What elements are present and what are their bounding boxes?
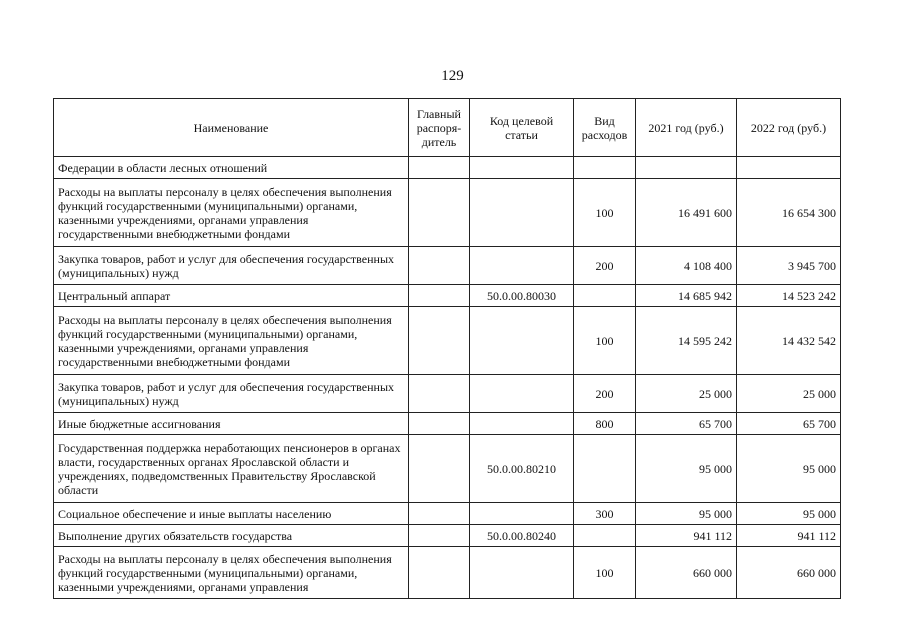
cell-code: 50.0.00.80030 — [470, 285, 574, 307]
cell-type — [574, 157, 636, 179]
table-row — [54, 375, 841, 413]
cell-code — [470, 547, 574, 599]
cell-code — [470, 375, 574, 413]
cell-type: 800 — [574, 413, 636, 435]
table-row — [54, 179, 841, 247]
budget-table — [53, 98, 841, 599]
header-code: Код целевой статьи — [470, 99, 574, 157]
header-type: Вид расходов — [574, 99, 636, 157]
header-row — [54, 99, 841, 157]
header-2022: 2022 год (руб.) — [737, 99, 841, 157]
cell-type: 300 — [574, 503, 636, 525]
cell-type: 200 — [574, 375, 636, 413]
cell-name: Закупка товаров, работ и услуг для обеспечения государственных (муниципальных) нужд — [54, 247, 409, 285]
cell-y2022: 25 000 — [737, 375, 841, 413]
cell-type — [574, 285, 636, 307]
cell-name: Выполнение других обязательств государства — [54, 525, 409, 547]
cell-y2021: 16 491 600 — [636, 179, 737, 247]
cell-type: 200 — [574, 247, 636, 285]
cell-name: Иные бюджетные ассигнования — [54, 413, 409, 435]
cell-code — [470, 413, 574, 435]
header-manager: Главный распоря-дитель — [409, 99, 470, 157]
cell-y2022: 95 000 — [737, 435, 841, 503]
cell-code — [470, 179, 574, 247]
cell-manager — [409, 413, 470, 435]
table-row — [54, 285, 841, 307]
cell-type: 100 — [574, 179, 636, 247]
cell-y2022: 95 000 — [737, 503, 841, 525]
table-row — [54, 157, 841, 179]
cell-code — [470, 157, 574, 179]
cell-manager — [409, 547, 470, 599]
cell-name: Центральный аппарат — [54, 285, 409, 307]
cell-y2022: 65 700 — [737, 413, 841, 435]
cell-code — [470, 503, 574, 525]
cell-code: 50.0.00.80210 — [470, 435, 574, 503]
cell-y2021: 95 000 — [636, 435, 737, 503]
table-body — [54, 157, 841, 599]
cell-name: Расходы на выплаты персоналу в целях обеспечения выполнения функций государственными (муниципальными) органами, казенными учреждениями, органами управления государственными внебюджетными фондами — [54, 179, 409, 247]
cell-y2021: 14 595 242 — [636, 307, 737, 375]
cell-type: 100 — [574, 307, 636, 375]
cell-name: Государственная поддержка неработающих пенсионеров в органах власти, государственных органах Ярославской области и учреждениях, подведомственных Правительству Ярославской области — [54, 435, 409, 503]
cell-y2021: 941 112 — [636, 525, 737, 547]
header-2021: 2021 год (руб.) — [636, 99, 737, 157]
cell-type: 100 — [574, 547, 636, 599]
cell-manager — [409, 375, 470, 413]
table-row — [54, 307, 841, 375]
cell-type — [574, 525, 636, 547]
cell-name: Закупка товаров, работ и услуг для обеспечения государственных (муниципальных) нужд — [54, 375, 409, 413]
cell-y2021: 4 108 400 — [636, 247, 737, 285]
cell-type — [574, 435, 636, 503]
cell-code — [470, 247, 574, 285]
table-row — [54, 547, 841, 599]
cell-manager — [409, 307, 470, 375]
cell-name: Расходы на выплаты персоналу в целях обеспечения выполнения функций государственными (муниципальными) органами, казенными учреждениями, органами управления государственными внебюджетными фондами — [54, 307, 409, 375]
cell-name: Социальное обеспечение и иные выплаты населению — [54, 503, 409, 525]
cell-manager — [409, 525, 470, 547]
cell-y2022: 14 523 242 — [737, 285, 841, 307]
cell-y2021: 65 700 — [636, 413, 737, 435]
header-name: Наименование — [54, 99, 409, 157]
cell-manager — [409, 179, 470, 247]
table-row — [54, 525, 841, 547]
cell-y2021 — [636, 157, 737, 179]
table-row — [54, 247, 841, 285]
page-number: 129 — [441, 68, 464, 84]
cell-name: Расходы на выплаты персоналу в целях обеспечения выполнения функций государственными (муниципальными) органами, казенными учреждениями, органами управления — [54, 547, 409, 599]
table-row — [54, 413, 841, 435]
cell-manager — [409, 435, 470, 503]
cell-manager — [409, 247, 470, 285]
cell-y2022 — [737, 157, 841, 179]
cell-y2022: 16 654 300 — [737, 179, 841, 247]
cell-y2022: 3 945 700 — [737, 247, 841, 285]
cell-y2022: 660 000 — [737, 547, 841, 599]
table-row — [54, 435, 841, 503]
cell-code — [470, 307, 574, 375]
cell-y2022: 14 432 542 — [737, 307, 841, 375]
cell-y2021: 14 685 942 — [636, 285, 737, 307]
cell-code: 50.0.00.80240 — [470, 525, 574, 547]
cell-manager — [409, 285, 470, 307]
cell-y2021: 660 000 — [636, 547, 737, 599]
cell-y2022: 941 112 — [737, 525, 841, 547]
cell-y2021: 95 000 — [636, 503, 737, 525]
cell-y2021: 25 000 — [636, 375, 737, 413]
cell-name: Федерации в области лесных отношений — [54, 157, 409, 179]
table-row — [54, 503, 841, 525]
cell-manager — [409, 157, 470, 179]
cell-manager — [409, 503, 470, 525]
